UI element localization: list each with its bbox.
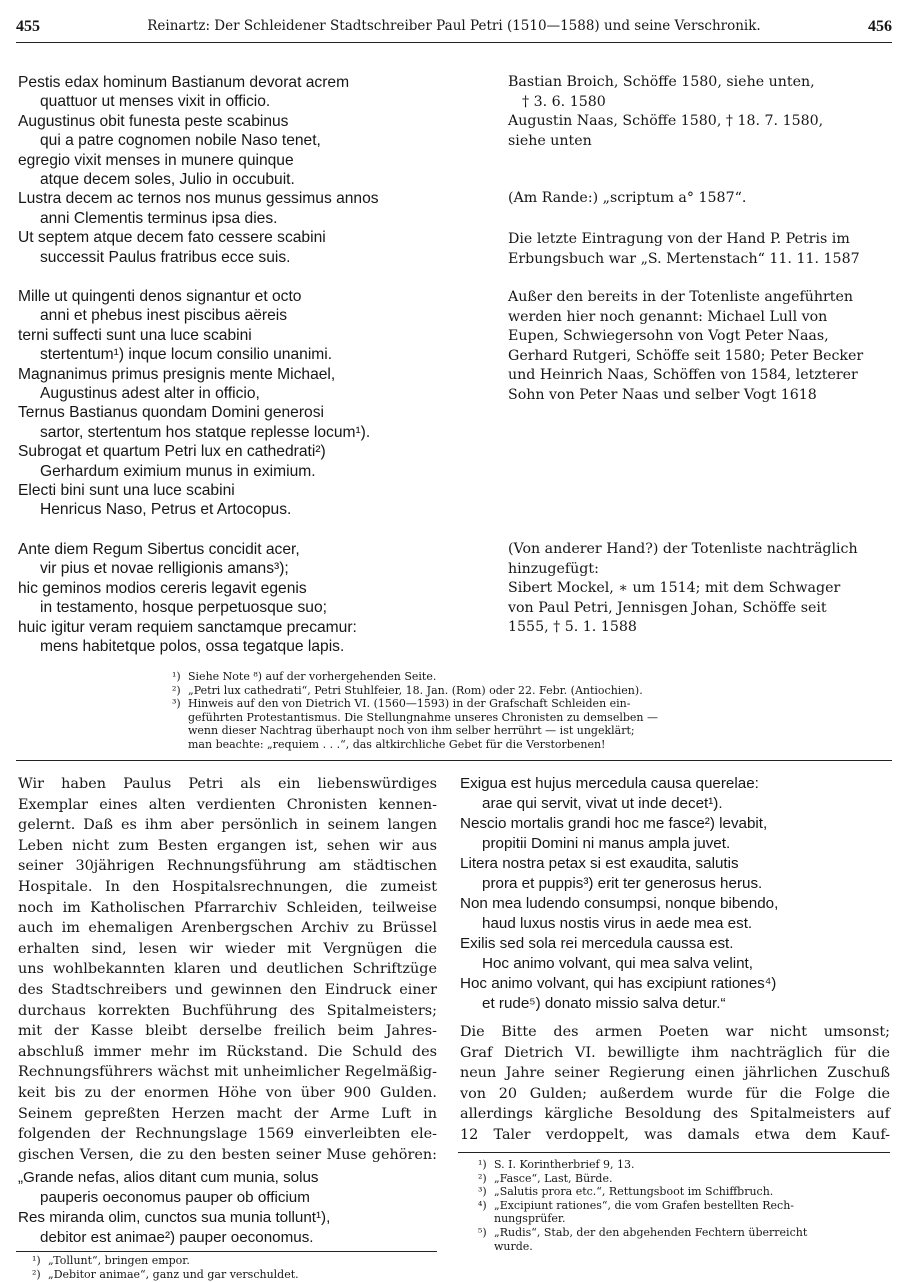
note-block-4 <box>508 288 863 406</box>
body-line: Wir haben Paulus Petri als ein liebenswürdiges <box>18 776 437 792</box>
verse-line: anni Clementis terminus ipsa dies. <box>40 209 278 227</box>
verse-block-a <box>18 73 379 267</box>
right-body <box>460 1022 890 1146</box>
verse-line: debitor est animae²) pauper oeconomus. <box>40 1229 314 1246</box>
verse-line: Hoc animo volvant, qui has excipiunt rationes⁴) <box>460 975 777 992</box>
verse-line: haud luxus nostis virus in aede mea est. <box>482 915 753 932</box>
note-line: (Von anderer Hand?) der Totenliste nachträglich <box>508 541 858 557</box>
verse-line: Subrogat et quartum Petri lux en cathedrati²) <box>18 443 326 461</box>
verse-line: stertentum¹) inque locum consilio unanimi. <box>40 346 333 364</box>
footnote-cont: man beachte: „requiem . . .“, das altkirchliche Gebet für die Verstorbenen! <box>188 737 606 751</box>
verse-line: Litera nostra petax si est exaudita, salutis <box>460 855 739 872</box>
verse-line: Exigua est hujus mercedula causa querelae: <box>460 775 759 792</box>
note-line: hinzugefügt: <box>508 560 599 577</box>
verse-block-c <box>18 540 357 656</box>
body-line: von 20 Gulden; außerdem wurde für die Folge die <box>460 1085 890 1102</box>
page-number-left: 455 <box>16 18 40 35</box>
verse-line: qui a patre cognomen nobile Naso tenet, <box>40 132 321 150</box>
note-line: Erbungsbuch war „S. Mertenstach“ 11. 11. 1587 <box>508 250 860 267</box>
footnote-mark: ⁴) <box>478 1198 487 1212</box>
verse-line: mens habitetque polos, ossa tegatque lapis. <box>40 638 345 656</box>
footnote-mark: ¹) <box>172 670 181 683</box>
verse-line: in testamento, hosque perpetuosque suo; <box>40 599 327 617</box>
note-line: siehe unten <box>508 132 592 149</box>
body-line: noch im Katholischen Pfarrarchiv Schleiden, teilweise <box>18 899 437 916</box>
header-rule <box>16 42 892 43</box>
note-line: † 3. 6. 1580 <box>522 93 606 110</box>
note-block-5 <box>508 540 858 638</box>
section-rule <box>16 760 892 761</box>
body-line: 12 Taler verdoppelt, was damals etwa dem Kauf- <box>460 1126 890 1143</box>
body-line: gelernt. Daß es ihm aber persönlich in seinem langen <box>18 817 437 834</box>
footnote-text: Siehe Note ⁸) auf der vorhergehenden Seite. <box>188 670 437 683</box>
footnote-text: „Tollunt“, bringen empor. <box>48 1254 190 1267</box>
footnote <box>172 684 658 698</box>
footnote-cont: wurde. <box>494 1239 533 1253</box>
note-line: Augustin Naas, Schöffe 1580, † 18. 7. 1580, <box>508 113 824 130</box>
verse-line: Magnanimus primus presignis mente Michael, <box>18 365 336 383</box>
verse-line: pauperis oeconomus pauper ob officium <box>40 1189 310 1206</box>
verse-line: vir pius et novae relligionis amans³); <box>40 560 289 578</box>
verse-line: Exilis sed sola rei mercedula caussa est. <box>460 935 734 952</box>
footnote <box>172 697 658 711</box>
footnote-mark: ²) <box>172 683 181 697</box>
footnote-mark: ³) <box>478 1185 487 1199</box>
footnote-text: „Debitor animae“, ganz und gar verschuldet. <box>48 1267 299 1281</box>
footnote-mark: ²) <box>32 1267 41 1281</box>
footnote-text: S. I. Korintherbrief 9, 13. <box>494 1158 635 1171</box>
verse-line: Nescio mortalis grandi hoc me fasce²) levabit, <box>460 815 768 832</box>
footnote-cont: geführten Protestantismus. Die Stellungnahme unseres Chronisten zu demselben — <box>188 710 658 724</box>
verse-line: „Grande nefas, alios ditant cum munia, solus <box>18 1169 319 1186</box>
right-footnote-rule <box>458 1152 890 1153</box>
verse-line: anni et phebus inest piscibus aëreis <box>40 307 288 325</box>
body-line: mit der Kasse bleibt derselbe freilich beim Jahres- <box>18 1023 437 1040</box>
verse-line: Lustra decem ac ternos nos munus gessimus annos <box>18 190 379 208</box>
body-line: durchaus korrekten Buchführung des Spitalmeisters; <box>18 1002 437 1019</box>
left-footnotes <box>32 1254 299 1281</box>
verse-line: Mille ut quingenti denos signantur et octo <box>18 288 302 305</box>
body-line: Die Bitte des armen Poeten war nicht umsonst; <box>460 1024 890 1040</box>
body-line: Seinem gepreßten Herzen macht der Arme Luft in <box>18 1105 437 1122</box>
verse-line: Res miranda olim, cunctos sua munia tollunt¹), <box>18 1209 331 1226</box>
note-block-1 <box>508 73 823 151</box>
note-block-2 <box>508 189 746 209</box>
note-line: werden hier noch genannt: Michael Lull von <box>508 308 828 325</box>
footnote-mark: ²) <box>478 1171 487 1185</box>
verse-line: sartor, stertentum hos statque replesse locum¹). <box>40 423 371 441</box>
right-verse <box>460 774 778 1014</box>
footnote-cont: nungsprüfer. <box>494 1212 566 1226</box>
left-footnote-rule <box>16 1251 437 1252</box>
body-line: erhalten sind, lesen wir wieder mit Vergnügen die <box>18 940 437 957</box>
note-line: von Paul Petri, Jennisgen Johan, Schöffe seit <box>508 599 827 616</box>
note-line: Außer den bereits in der Totenliste angeführten <box>508 289 854 305</box>
verse-line: Non mea ludendo consumpsi, nonque bibendo, <box>460 895 779 912</box>
body-line: Graf Dietrich VI. bewilligte ihm nachträglich für die <box>460 1044 890 1061</box>
note-line: 1555, † 5. 1. 1588 <box>508 619 637 636</box>
note-line: Bastian Broich, Schöffe 1580, siehe unten, <box>508 74 815 90</box>
verse-line: Henricus Naso, Petrus et Artocopus. <box>40 501 292 519</box>
footnote-mark: ⁵) <box>478 1225 487 1239</box>
body-line: Exemplar eines alten verdienten Chronisten kennen- <box>18 796 437 813</box>
body-line: Rechnungsführers wächst mit unheimlicher Regelmäßig- <box>18 1064 437 1081</box>
footnote-text: „Fasce“, Last, Bürde. <box>494 1171 613 1185</box>
note-line: Die letzte Eintragung von der Hand P. Petris im <box>508 231 850 247</box>
footnote <box>478 1185 807 1199</box>
note-line: und Heinrich Naas, Schöffen von 1584, letzterer <box>508 367 858 384</box>
verse-line: atque decem soles, Julio in occubuit. <box>40 171 295 189</box>
right-footnotes <box>478 1158 807 1253</box>
footnote <box>32 1254 299 1268</box>
body-line: seiner 30jährigen Rechnungsführung am städtischen <box>18 858 437 875</box>
verse-line: quattuor ut menses vixit in officio. <box>40 93 271 111</box>
verse-line: terni suffecti sunt una luce scabini <box>18 326 252 344</box>
verse-line: Ante diem Regum Sibertus concidit acer, <box>18 541 300 558</box>
note-line: (Am Rande:) „scriptum a° 1587“. <box>508 190 747 206</box>
footnote-mark: ¹) <box>32 1254 41 1267</box>
note-line: Eupen, Schwiegersohn von Vogt Peter Naas, <box>508 328 829 345</box>
note-block-3 <box>508 230 860 269</box>
running-header <box>16 18 892 40</box>
footnote-text: „Rudis“, Stab, der den abgehenden Fechtern überreicht <box>494 1225 808 1239</box>
note-line: Gerhard Rutgeri, Schöffe seit 1580; Peter Becker <box>508 347 864 364</box>
note-line: Sohn von Peter Naas und selber Vogt 1618 <box>508 386 817 403</box>
footnote-text: „Petri lux cathedrati“, Petri Stuhlfeier, 18. Jan. (Rom) oder 22. Febr. (Antiochien). <box>188 683 643 697</box>
verse-line: Hoc animo volvant, qui mea salva velint, <box>482 955 753 972</box>
footnote-text: „Excipiunt rationes“, die vom Grafen bestellten Rech- <box>494 1198 795 1212</box>
verse-line: propitii Domini ni manus ampla juvet. <box>482 835 731 852</box>
body-line: Hospitale. In den Hospitalsrechnungen, die zumeist <box>18 878 437 895</box>
verse-line: prora et puppis³) erit ter generosus herus. <box>482 875 763 892</box>
note-line: Sibert Mockel, ∗ um 1514; mit dem Schwager <box>508 580 841 597</box>
verse-line: Ternus Bastianus quondam Domini generosi <box>18 404 324 422</box>
verse-line: arae qui servit, vivat ut inde decet¹). <box>482 795 723 812</box>
verse-line: hic geminos modios cereris legavit egenis <box>18 579 307 597</box>
footnote <box>478 1172 807 1186</box>
verse-line: Electi bini sunt una luce scabini <box>18 482 235 500</box>
footnote <box>172 670 658 684</box>
footnote-mark: ³) <box>172 697 181 711</box>
body-line: uns wohlbekannten klaren und deutlichen Schriftzüge <box>18 961 437 978</box>
body-line: neun Jahre seiner Regierung einen jährlichen Zuschuß <box>460 1065 890 1082</box>
verse-line: successit Paulus fratribus ecce suis. <box>40 248 291 266</box>
verse-line: Gerhardum eximium munus in eximium. <box>40 462 316 480</box>
footnote-mark: ¹) <box>478 1158 487 1171</box>
footnote-cont: wenn dieser Nachtrag überhaupt noch von ihm selber herrührt — ist ungeklärt; <box>188 724 635 738</box>
body-line: abschluß immer mehr im Rückstand. Die Schuld des <box>18 1043 437 1060</box>
verse-line: Ut septem atque decem fato cessere scabini <box>18 229 326 247</box>
body-line: des Stadtschreibers und gewinnen den Eindruck einer <box>18 981 437 998</box>
body-line: keit bis zu der enormen Höhe von über 900 Gulden. <box>18 1084 437 1101</box>
body-line: allerdings kärgliche Besoldung des Spitalmeisters auf <box>460 1106 890 1123</box>
verse-line: Augustinus obit funesta peste scabinus <box>18 112 289 130</box>
footnote <box>478 1199 807 1213</box>
footnote <box>32 1268 299 1282</box>
verse-block-b <box>18 287 370 520</box>
footnote-text: „Salutis prora etc.“, Rettungsboot im Schiffbruch. <box>494 1185 774 1199</box>
verse-line: egregio vixit menses in munere quinque <box>18 151 294 169</box>
footnote <box>478 1158 807 1172</box>
running-title: Reinartz: Der Schleidener Stadtschreiber Paul Petri (1510—1588) und seine Verschronik. <box>147 18 761 34</box>
footnote <box>478 1226 807 1240</box>
page-number-right: 456 <box>868 18 892 35</box>
left-verse <box>18 1168 330 1248</box>
footnote-text: Hinweis auf den von Dietrich VI. (1560—1593) in der Grafschaft Schleiden ein- <box>188 697 631 711</box>
left-body <box>18 774 437 1165</box>
verse-line: huic igitur veram requiem sanctamque precamur: <box>18 618 357 636</box>
top-footnotes <box>172 670 658 752</box>
body-line: folgenden der Rechnungslage 1569 einverleibten ele- <box>18 1126 437 1143</box>
body-line: auch im ehemaligen Arenbergschen Archiv zu Brüssel <box>18 920 437 937</box>
body-line: gischen Versen, die zu den besten seiner Muse gehören: <box>18 1146 437 1163</box>
verse-line: Augustinus adest alter in officio, <box>40 385 260 403</box>
verse-line: Pestis edax hominum Bastianum devorat acrem <box>18 74 350 91</box>
verse-line: et rude⁵) donato missio salva detur.“ <box>482 995 726 1012</box>
body-line: Leben nicht zum Besten ergangen ist, sehen wir aus <box>18 837 437 854</box>
